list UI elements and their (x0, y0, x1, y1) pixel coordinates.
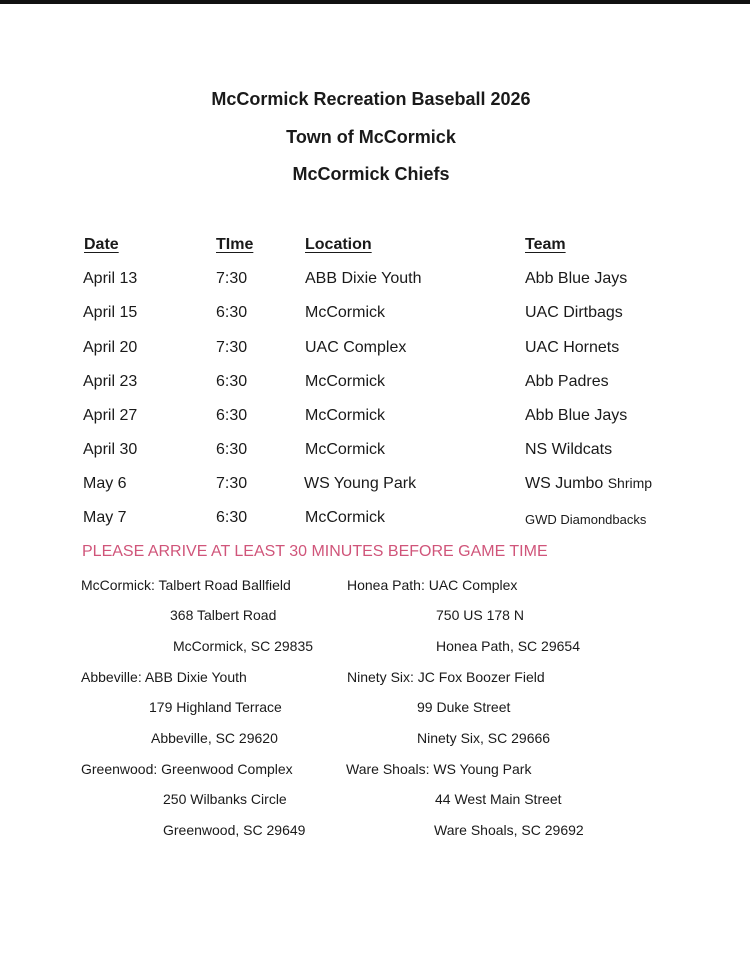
page-title: McCormick Recreation Baseball 2026 (211, 89, 531, 109)
row-time: 6:30 (216, 373, 248, 390)
row-team-primary: WS Jumbo (525, 475, 604, 492)
row-team: UAC Dirtbags (525, 304, 623, 321)
venue-mccormick-street: 368 Talbert Road (170, 607, 277, 623)
row-team: GWD Diamondbacks (525, 512, 647, 527)
row-date: May 6 (83, 475, 127, 492)
row-location: McCormick (305, 441, 385, 458)
row-team: Abb Padres (525, 373, 609, 390)
venue-greenwood-street: 250 Wilbanks Circle (163, 791, 287, 807)
venue-abbeville-city: Abbeville, SC 29620 (151, 730, 278, 746)
venue-abbeville-street: 179 Highland Terrace (149, 699, 282, 715)
row-date: May 7 (83, 509, 127, 526)
row-time: 6:30 (216, 304, 248, 321)
row-location: McCormick (305, 304, 385, 321)
row-date: April 30 (83, 441, 138, 458)
venue-ware-shoals-street: 44 West Main Street (435, 791, 562, 807)
venue-mccormick-city: McCormick, SC 29835 (173, 638, 314, 654)
location-column-header: Location (305, 236, 372, 253)
row-time: 7:30 (216, 270, 248, 287)
row-team (525, 475, 652, 493)
venue-honea-path-city: Honea Path, SC 29654 (436, 638, 580, 654)
row-location: WS Young Park (304, 475, 417, 492)
row-time: 7:30 (216, 339, 248, 356)
row-location: McCormick (305, 407, 385, 424)
row-date: April 23 (83, 373, 138, 390)
row-team: NS Wildcats (525, 441, 613, 458)
row-time: 7:30 (216, 475, 248, 492)
row-team: Abb Blue Jays (525, 270, 628, 287)
row-date: April 13 (83, 270, 138, 287)
venue-ninety-six-name: Ninety Six: JC Fox Boozer Field (347, 669, 545, 685)
venue-greenwood-city: Greenwood, SC 29649 (163, 822, 306, 838)
row-team: UAC Hornets (525, 339, 620, 356)
arrival-notice: PLEASE ARRIVE AT LEAST 30 MINUTES BEFORE GAME TIME (82, 543, 548, 560)
venue-mccormick-name: McCormick: Talbert Road Ballfield (81, 577, 291, 593)
row-date: April 15 (83, 304, 138, 321)
row-time: 6:30 (216, 407, 248, 424)
row-location: UAC Complex (305, 339, 407, 356)
venue-ninety-six-city: Ninety Six, SC 29666 (417, 730, 551, 746)
team-subtitle: McCormick Chiefs (292, 164, 450, 184)
venue-ware-shoals-city: Ware Shoals, SC 29692 (434, 822, 584, 838)
town-subtitle: Town of McCormick (286, 127, 456, 147)
row-time: 6:30 (216, 441, 248, 458)
venue-ninety-six-street: 99 Duke Street (417, 699, 511, 715)
row-location: ABB Dixie Youth (305, 270, 422, 287)
date-column-header: Date (84, 236, 119, 253)
venue-honea-path-street: 750 US 178 N (436, 607, 524, 623)
venue-greenwood-name: Greenwood: Greenwood Complex (81, 761, 293, 777)
row-location: McCormick (305, 509, 385, 526)
team-column-header: Team (525, 236, 566, 253)
time-column-header: TIme (216, 236, 254, 253)
row-team-suffix: Shrimp (607, 475, 653, 491)
row-time: 6:30 (216, 509, 248, 526)
row-team: Abb Blue Jays (525, 407, 628, 424)
venue-abbeville-name: Abbeville: ABB Dixie Youth (81, 669, 247, 685)
top-border (0, 0, 750, 4)
row-date: April 20 (83, 339, 138, 356)
row-date: April 27 (83, 407, 138, 424)
venue-honea-path-name: Honea Path: UAC Complex (347, 577, 518, 593)
venue-ware-shoals-name: Ware Shoals: WS Young Park (346, 761, 532, 777)
row-location: McCormick (305, 373, 385, 390)
